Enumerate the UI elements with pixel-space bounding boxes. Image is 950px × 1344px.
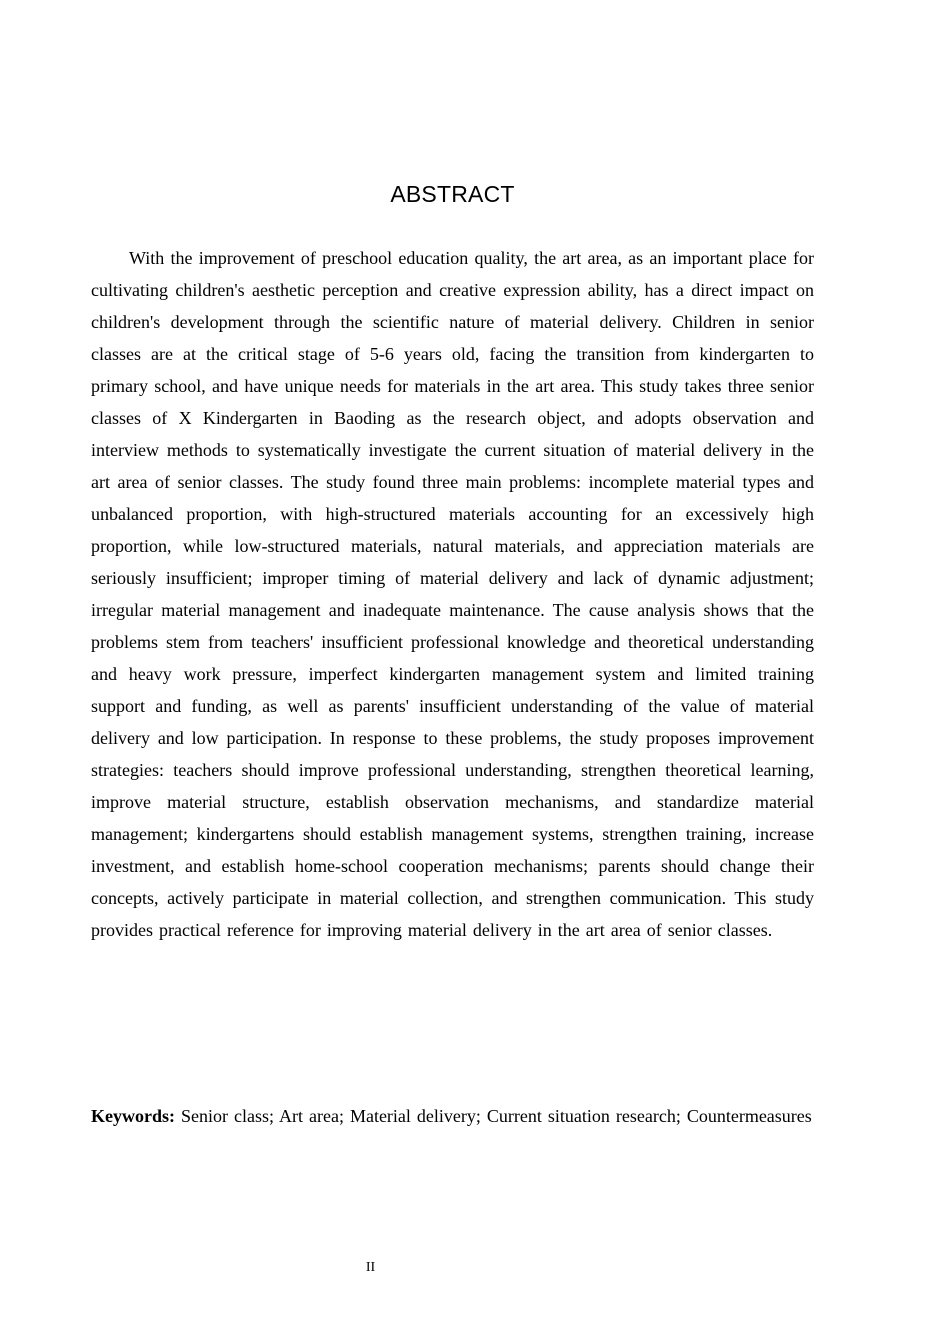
keywords-label: Keywords: bbox=[91, 1106, 175, 1126]
abstract-body: With the improvement of preschool education quality, the art area, as an important place for cultivating children's aesthetic perception and creative expression ability, has a direct impact on children's development through the scientific nature of material delivery. Children in senior classes are at the critical stage of 5-6 years old, facing the transition from kindergarten to primary school, and have unique needs for materials in the art area. This study takes three senior classes of X Kindergarten in Baoding as the research object, and adopts observation and interview methods to systematically investigate the current situation of material delivery in the art area of senior classes. The study found three main problems: incomplete material types and unbalanced proportion, with high-structured materials accounting for an excessively high proportion, while low-structured materials, natural materials, and appreciation materials are seriously insufficient; improper timing of material delivery and lack of dynamic adjustment; irregular material management and inadequate maintenance. The cause analysis shows that the problems stem from teachers' insufficient professional knowledge and theoretical understanding and heavy work pressure, imperfect kindergarten management system and limited training support and funding, as well as parents' insufficient understanding of the value of material delivery and low participation. In response to these problems, the study proposes improvement strategies: teachers should improve professional understanding, strengthen theoretical learning, improve material structure, establish observation mechanisms, and standardize material management; kindergartens should establish management systems, strengthen training, increase investment, and establish home-school cooperation mechanisms; parents should change their concepts, actively participate in material collection, and strengthen communication. This study provides practical reference for improving material delivery in the art area of senior classes. bbox=[91, 248, 814, 940]
keywords-paragraph bbox=[91, 1100, 814, 1132]
abstract-title: ABSTRACT bbox=[390, 181, 515, 207]
keywords-text: Senior class; Art area; Material delivery; Current situation research; Countermeasures bbox=[175, 1106, 812, 1126]
page-number: II bbox=[365, 1260, 376, 1275]
